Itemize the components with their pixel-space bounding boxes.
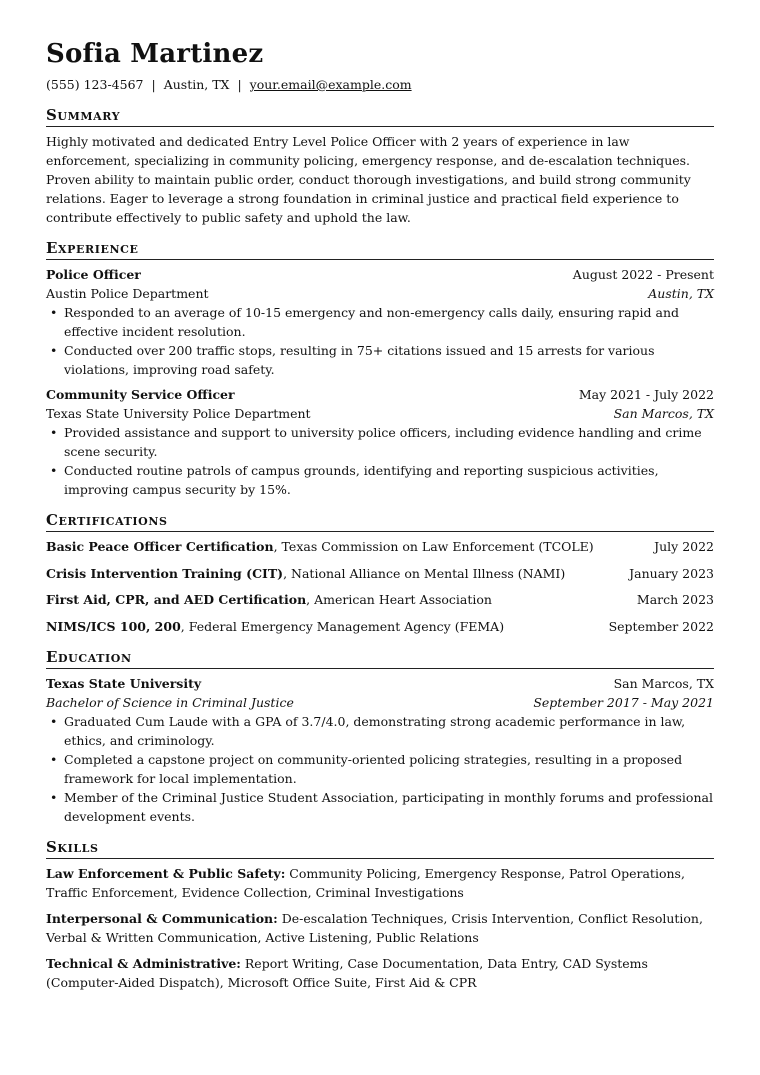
certification-issuer: , American Heart Association xyxy=(306,592,492,607)
degree-name: Bachelor of Science in Criminal Justice xyxy=(46,694,294,710)
certification-name: Crisis Intervention Training (CIT) xyxy=(46,565,284,581)
list-item: • Responded to an average of 10-15 emergency and non-emergency calls daily, ensuring rapid and effective incident resolution. xyxy=(46,303,714,341)
job-organization: Texas State University Police Department xyxy=(46,406,311,421)
certification-row xyxy=(46,564,714,583)
list-item: • Conducted routine patrols of campus grounds, identifying and reporting suspicious activities, improving campus security by 15%. xyxy=(46,461,714,499)
job-title-row xyxy=(46,265,714,284)
skill-items: Community Policing, Emergency Response, Patrol Operations, Traffic Enforcement, Evidence Collection, Criminal Investigations xyxy=(46,865,685,900)
certification-text xyxy=(46,564,565,583)
job-title-row xyxy=(46,385,714,404)
summary-heading: Summary xyxy=(46,106,714,127)
job-location: Austin, TX xyxy=(648,286,714,301)
summary-text: Highly motivated and dedicated Entry Level Police Officer with 2 years of experience in law enforcement, specializing in community policing, emergency response, and de-escalation techniques. Proven ability to maintain public order, conduct thorough investigations, and build strong community relations. Eager to leverage a strong foundation in criminal justice and practical field experience to contribute effectively to public safety and uphold the law. xyxy=(46,134,691,225)
education-heading: Education xyxy=(46,648,714,669)
job-entry xyxy=(46,265,714,379)
contact-separator: | xyxy=(237,77,242,92)
job-location: San Marcos, TX xyxy=(613,406,714,421)
job-bullets xyxy=(46,423,714,499)
list-item: • Member of the Criminal Justice Student Association, participating in monthly forums and professional development events. xyxy=(46,788,714,826)
email-link[interactable]: your.email@example.com xyxy=(249,77,412,92)
degree-row xyxy=(46,693,714,712)
skill-label: Technical & Administrative: xyxy=(46,955,241,971)
list-item: • Graduated Cum Laude with a GPA of 3.7/4.0, demonstrating strong academic performance in law, ethics, and criminology. xyxy=(46,712,714,750)
certification-text xyxy=(46,617,504,636)
certification-date: September 2022 xyxy=(608,618,714,634)
skills-heading: Skills xyxy=(46,838,714,859)
certification-row xyxy=(46,590,714,609)
summary-section xyxy=(46,106,714,227)
education-section xyxy=(46,648,714,826)
certification-row xyxy=(46,537,714,556)
list-item: • Completed a capstone project on community-oriented policing strategies, resulting in a proposed framework for local implementation. xyxy=(46,750,714,788)
skill-group xyxy=(46,864,714,902)
phone-number: (555) 123-4567 xyxy=(46,77,144,92)
experience-section xyxy=(46,239,714,499)
certification-text xyxy=(46,537,594,556)
certification-name: Basic Peace Officer Certification xyxy=(46,539,274,554)
certification-date: January 2023 xyxy=(629,565,714,581)
list-item: • Provided assistance and support to university police officers, including evidence handling and crime scene security. xyxy=(46,423,714,461)
list-item: • Conducted over 200 traffic stops, resulting in 75+ citations issued and 15 arrests for various violations, improving road safety. xyxy=(46,341,714,379)
school-location: San Marcos, TX xyxy=(613,675,714,691)
certification-issuer: , Federal Emergency Management Agency (FEMA) xyxy=(180,618,505,634)
contact-separator: | xyxy=(151,77,156,92)
certification-row xyxy=(46,617,714,636)
skill-label: Interpersonal & Communication: xyxy=(46,910,278,926)
skills-section xyxy=(46,838,714,992)
certification-issuer: , Texas Commission on Law Enforcement (TCOLE) xyxy=(273,539,594,554)
skill-items: De-escalation Techniques, Crisis Intervention, Conflict Resolution, Verbal & Written Communication, Active Listening, Public Relations xyxy=(46,910,703,945)
certification-date: March 2023 xyxy=(636,592,714,607)
certification-name: NIMS/ICS 100, 200 xyxy=(46,618,181,634)
certifications-heading: Certifications xyxy=(46,511,714,532)
job-dates: May 2021 - July 2022 xyxy=(578,387,714,402)
resume-header xyxy=(46,38,714,94)
certification-issuer: , National Alliance on Mental Illness (NAMI) xyxy=(283,565,566,581)
location-text: Austin, TX xyxy=(163,77,230,92)
job-org-row xyxy=(46,404,714,423)
skill-group xyxy=(46,909,714,947)
skill-group xyxy=(46,954,714,992)
skill-label: Law Enforcement & Public Safety: xyxy=(46,865,286,881)
job-role: Community Service Officer xyxy=(46,387,235,402)
experience-heading: Experience xyxy=(46,239,714,260)
school-name: Texas State University xyxy=(46,675,202,691)
certification-text xyxy=(46,590,492,609)
certifications-section xyxy=(46,511,714,636)
contact-line xyxy=(46,76,714,94)
job-entry xyxy=(46,385,714,499)
skill-items: Report Writing, Case Documentation, Data Entry, CAD Systems (Computer-Aided Dispatch), Microsoft Office Suite, First Aid & CPR xyxy=(46,955,648,990)
job-role: Police Officer xyxy=(46,267,141,282)
job-org-row xyxy=(46,284,714,303)
job-dates: August 2022 - Present xyxy=(572,267,714,282)
degree-dates: September 2017 - May 2021 xyxy=(533,694,714,710)
job-organization: Austin Police Department xyxy=(46,286,209,301)
job-bullets xyxy=(46,303,714,379)
candidate-name: Sofia Martinez xyxy=(46,39,264,69)
school-row xyxy=(46,674,714,693)
certification-name: First Aid, CPR, and AED Certification xyxy=(46,592,307,607)
certification-date: July 2022 xyxy=(654,539,714,554)
education-bullets xyxy=(46,712,714,826)
